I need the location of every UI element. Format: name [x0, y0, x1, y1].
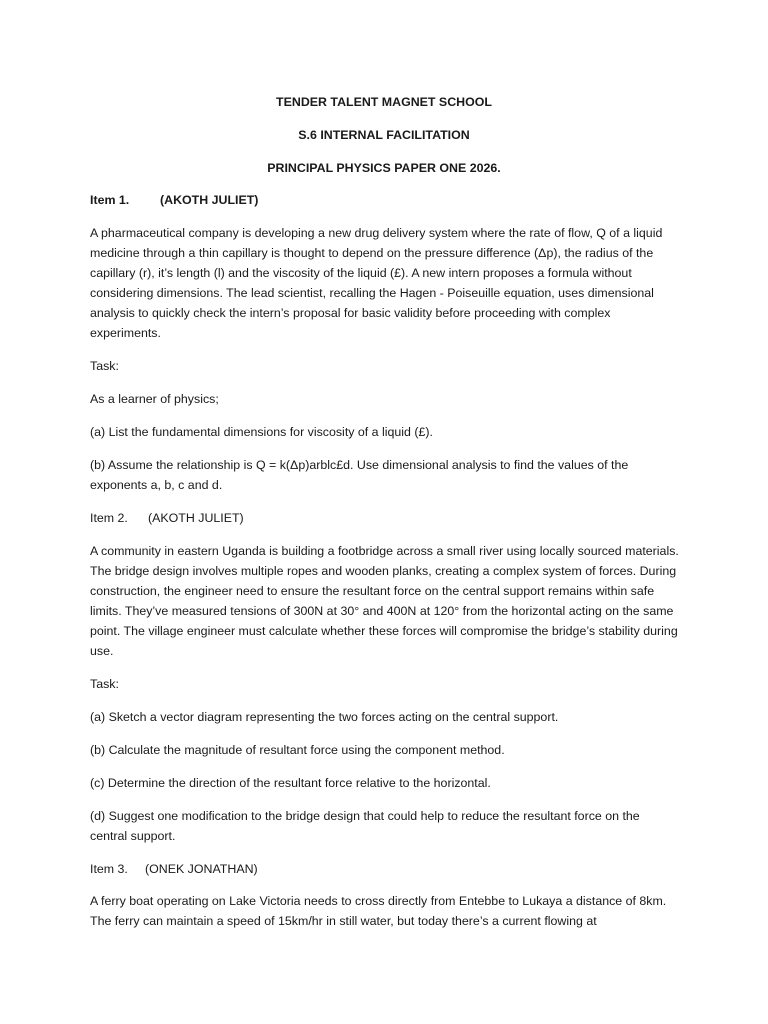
facilitation-title: S.6 INTERNAL FACILITATION: [298, 128, 470, 142]
item-1-intro: As a learner of physics;: [90, 392, 219, 406]
item-2-task-b: (b) Calculate the magnitude of resultant force using the component method.: [90, 743, 505, 757]
item-1-scenario: A pharmaceutical company is developing a new drug delivery system where the rate of flow, Q of a liquid medicine through a thin capillary is thought to depend on the pressure difference (Δp), the radius of the capillary (r), it’s length (l) and the viscosity of the liquid (£). A new intern proposes a formula without considering dimensions. The lead scientist, recalling the Hagen - Poiseuille equation, uses dimensional analysis to quickly check the intern’s proposal for basic validity before proceeding with complex experiments.: [90, 226, 663, 340]
item-2-task-c: (c) Determine the direction of the resultant force relative to the horizontal.: [90, 776, 491, 790]
item-2-number: Item 2.: [90, 511, 128, 525]
item-2-task-a: (a) Sketch a vector diagram representing the two forces acting on the central support.: [90, 710, 559, 724]
item-2-heading: [90, 508, 680, 528]
item-2-task-d: (d) Suggest one modification to the bridge design that could help to reduce the resultant force on the central support.: [90, 809, 640, 843]
school-name: TENDER TALENT MAGNET SCHOOL: [276, 95, 492, 109]
item-1-task-label: Task:: [90, 359, 119, 373]
item-3-heading: [90, 859, 680, 879]
item-1-heading: [90, 190, 680, 210]
item-1-task-b: (b) Assume the relationship is Q = k(Δp)arblc£d. Use dimensional analysis to find the values of the exponents a, b, c and d.: [90, 458, 629, 492]
item-3-number: Item 3.: [90, 862, 128, 876]
item-1-number: Item 1.: [90, 193, 130, 207]
item-2-scenario: A community in eastern Uganda is building a footbridge across a small river using locally sourced materials. The bridge design involves multiple ropes and wooden planks, creating a complex system of forces. During construction, the engineer need to ensure the resultant force on the central support remains within safe limits. They’ve measured tensions of 300N at 30° and 400N at 120° from the horizontal acting on the same point. The village engineer must calculate whether these forces will compromise the bridge’s stability during use.: [90, 544, 679, 658]
item-2-task-label: Task:: [90, 677, 119, 691]
item-1-author: (AKOTH JULIET): [160, 193, 259, 207]
item-2-author: (AKOTH JULIET): [148, 511, 244, 525]
item-1-task-a: (a) List the fundamental dimensions for viscosity of a liquid (£).: [90, 425, 433, 439]
item-3-scenario: A ferry boat operating on Lake Victoria needs to cross directly from Entebbe to Lukaya a distance of 8km. The ferry can maintain a speed of 15km/hr in still water, but today there’s a current flowing at: [90, 894, 667, 928]
paper-title: PRINCIPAL PHYSICS PAPER ONE 2026.: [267, 161, 501, 175]
item-3-author: (ONEK JONATHAN): [145, 862, 258, 876]
